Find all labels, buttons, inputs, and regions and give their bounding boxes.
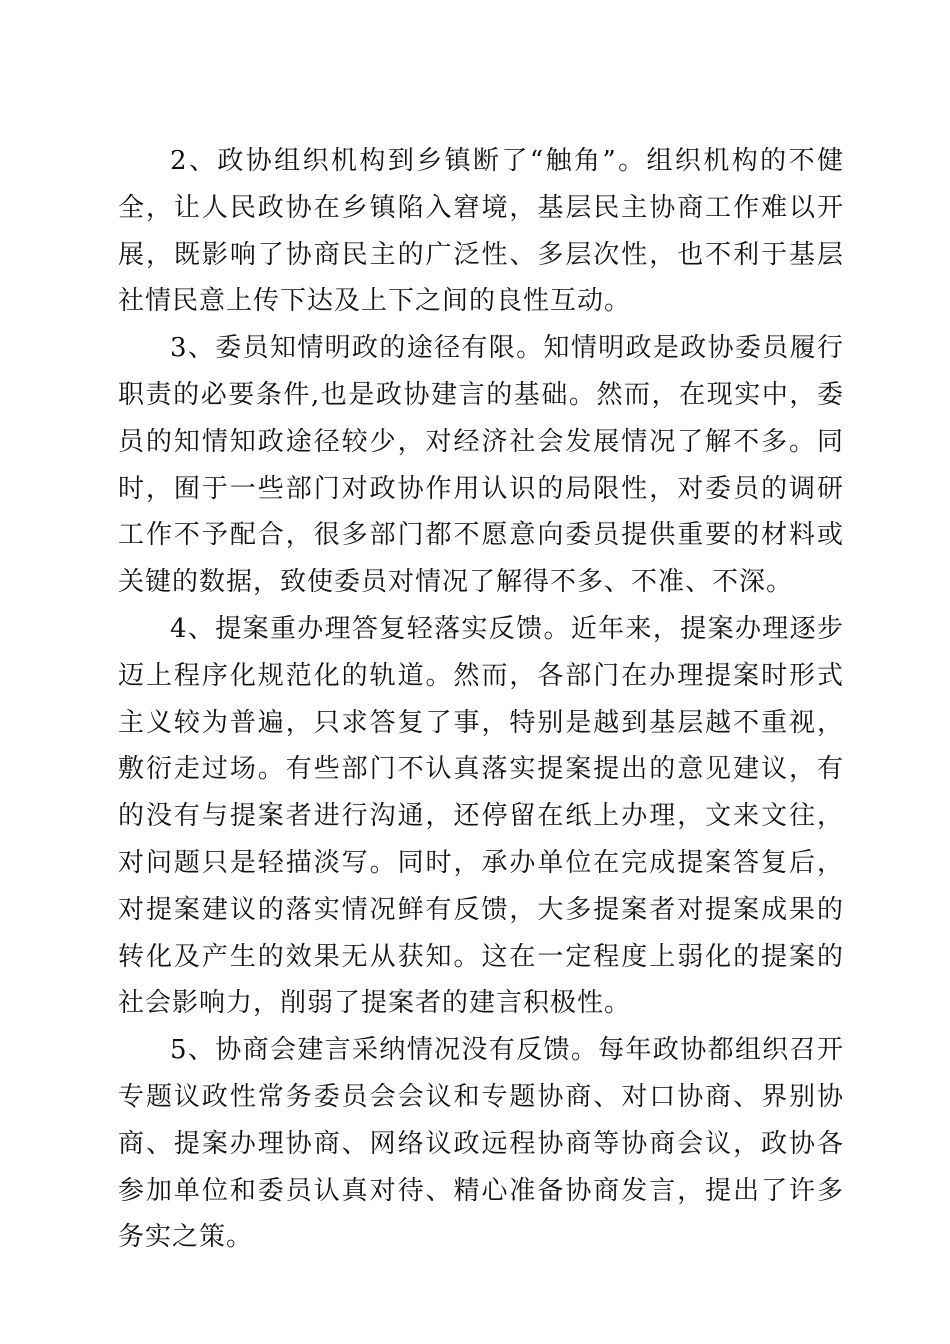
paragraph-4: 4、提案重办理答复轻落实反馈。近年来，提案办理逐步迈上程序化规范化的轨道。然而，各部门在办理提案时形式主义较为普遍，只求答复了事，特别是越到基层越不重视，敷衍走过场。有些部门不认真落实提案提出的意见建议，有的没有与提案者进行沟通，还停留在纸上办理，文来文往，对问题只是轻描淡写。同时，承办单位在完成提案答复后，对提案建议的落实情况鲜有反馈，大多提案者对提案成果的转化及产生的效果无从获知。这在一定程度上弱化的提案的社会影响力，削弱了提案者的建言积极性。: [118, 613, 844, 1019]
body-text: [118, 138, 844, 1261]
paragraph-3: 3、委员知情明政的途径有限。知情明政是政协委员履行职责的必要条件,也是政协建言的基础。然而，在现实中，委员的知情知政途径较少，对经济社会发展情况了解不多。同时，囿于一些部门对政协作用认识的局限性，对委员的调研工作不予配合，很多部门都不愿意向委员提供重要的材料或关键的数据，致使委员对情况了解得不多、不准、不深。: [118, 333, 844, 598]
paragraph-2: 2、政协组织机构到乡镇断了“触角”。组织机构的不健全，让人民政协在乡镇陷入窘境，基层民主协商工作难以开展，既影响了协商民主的广泛性、多层次性，也不利于基层社情民意上传下达及上下之间的良性互动。: [118, 146, 844, 317]
paragraph-5: 5、协商会建言采纳情况没有反馈。每年政协都组织召开专题议政性常务委员会会议和专题协商、对口协商、界别协商、提案办理协商、网络议政远程协商等协商会议，政协各参加单位和委员认真对待、精心准备协商发言，提出了许多务实之策。: [118, 1035, 844, 1253]
